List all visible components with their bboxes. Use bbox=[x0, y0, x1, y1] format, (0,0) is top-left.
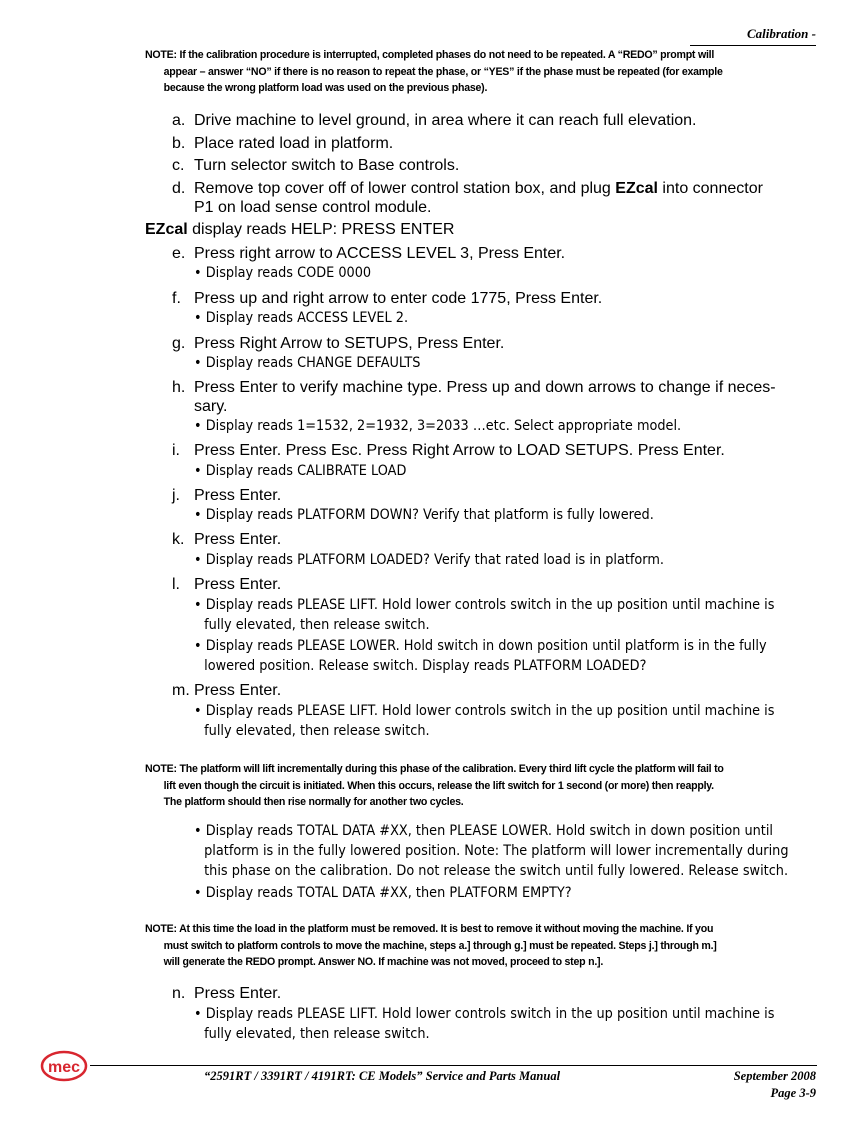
step-l: l. Press Enter. bbox=[172, 576, 282, 593]
bullet-e: • Display reads CODE 0000 bbox=[194, 265, 372, 281]
bullet-n: • Display reads PLEASE LIFT. Hold lower controls switch in the up position until machine is fully elevated, then release switch. bbox=[194, 1006, 775, 1042]
step-n: n. Press Enter. bbox=[172, 985, 282, 1002]
note-line: will generate the REDO prompt. Answer NO. If machine was not moved, proceed to step n.]. bbox=[163, 956, 604, 968]
publication-date: September 2008 bbox=[733, 1069, 816, 1083]
bullet-total-data-empty: • Display reads TOTAL DATA #XX, then PLATFORM EMPTY? bbox=[194, 885, 572, 901]
bullet-total-data-lower: • Display reads TOTAL DATA #XX, then PLEASE LOWER. Hold switch in down position until platform is in the fully lowered position. Note: The platform will lower incrementally during this phase on the calibration. Do not release the switch until fully lowered. Release switch. bbox=[194, 823, 789, 879]
note-line: The platform should then rise normally for another two cycles. bbox=[163, 796, 464, 808]
step-i: i. Press Enter. Press Esc. Press Right Arrow to LOAD SETUPS. Press Enter. bbox=[172, 442, 725, 459]
step-j: j. Press Enter. bbox=[172, 487, 282, 504]
step-d: d. Remove top cover off of lower control station box, and plug EZcal into connector P1 on load sense control module. bbox=[172, 180, 763, 216]
note-label: NOTE: bbox=[145, 49, 177, 61]
logo-text: mec bbox=[47, 1059, 81, 1076]
step-e: e. Press right arrow to ACCESS LEVEL 3, Press Enter. bbox=[172, 245, 566, 262]
step-a: a. Drive machine to level ground, in area where it can reach full elevation. bbox=[172, 112, 697, 129]
step-m: m. Press Enter. bbox=[172, 682, 282, 699]
mec-logo bbox=[40, 1050, 88, 1082]
manual-title: “2591RT / 3391RT / 4191RT: CE Models” Service and Parts Manual bbox=[204, 1069, 561, 1083]
note-line: The platform will lift incrementally during this phase of the calibration. Every third lift cycle the platform will fail to bbox=[179, 763, 724, 775]
bullet-g: • Display reads CHANGE DEFAULTS bbox=[194, 355, 421, 371]
note-interrupted bbox=[145, 47, 770, 97]
note-line: If the calibration procedure is interrupted, completed phases do not need to be repeated. A “REDO” prompt will bbox=[179, 49, 715, 61]
footer-rule bbox=[90, 1065, 817, 1066]
bullet-l-1: • Display reads PLEASE LIFT. Hold lower controls switch in the up position until machine is fully elevated, then release switch. bbox=[194, 597, 775, 633]
note-line: lift even though the circuit is initiated. When this occurs, release the lift switch for 1 second (or more) then reapply. bbox=[163, 779, 714, 792]
bullet-h: • Display reads 1=1532, 2=1932, 3=2033 …etc. Select appropriate model. bbox=[194, 418, 682, 434]
bullet-l-2: • Display reads PLEASE LOWER. Hold switch in down position until platform is in the fully lowered position. Release switch. Display reads PLATFORM LOADED? bbox=[194, 638, 767, 674]
step-h: h. Press Enter to verify machine type. Press up and down arrows to change if neces- sary. bbox=[172, 379, 776, 415]
step-c: c. Turn selector switch to Base controls. bbox=[172, 157, 460, 174]
page-number: Page 3-9 bbox=[770, 1086, 816, 1100]
step-b: b. Place rated load in platform. bbox=[172, 135, 394, 152]
bullet-m: • Display reads PLEASE LIFT. Hold lower controls switch in the up position until machine is fully elevated, then release switch. bbox=[194, 703, 775, 739]
note-label: NOTE: bbox=[145, 923, 177, 935]
ezcal-display-line: EZcal display reads HELP: PRESS ENTER bbox=[145, 221, 455, 238]
step-k: k. Press Enter. bbox=[172, 531, 282, 548]
step-f: f. Press up and right arrow to enter code 1775, Press Enter. bbox=[172, 290, 603, 307]
note-lift-incremental bbox=[145, 761, 770, 811]
note-line: At this time the load in the platform must be removed. It is best to remove it without moving the machine. If you bbox=[179, 923, 714, 935]
bullet-j: • Display reads PLATFORM DOWN? Verify that platform is fully lowered. bbox=[194, 507, 654, 523]
step-g: g. Press Right Arrow to SETUPS, Press Enter. bbox=[172, 335, 505, 352]
bullet-k: • Display reads PLATFORM LOADED? Verify that rated load is in platform. bbox=[194, 552, 665, 568]
bullet-i: • Display reads CALIBRATE LOAD bbox=[194, 463, 407, 479]
header-rule bbox=[690, 45, 816, 46]
note-line: because the wrong platform load was used on the previous phase). bbox=[163, 82, 488, 94]
section-title: Calibration - bbox=[747, 26, 816, 41]
note-line: appear – answer “NO” if there is no reason to repeat the phase, or “YES” if the phase must be repeated (for example bbox=[163, 65, 723, 78]
note-remove-load bbox=[145, 921, 770, 971]
note-line: must switch to platform controls to move the machine, steps a.] through g.] must be repeated. Steps j.] through m.] bbox=[163, 939, 717, 952]
bullet-f: • Display reads ACCESS LEVEL 2. bbox=[194, 310, 409, 326]
note-label: NOTE: bbox=[145, 763, 177, 775]
